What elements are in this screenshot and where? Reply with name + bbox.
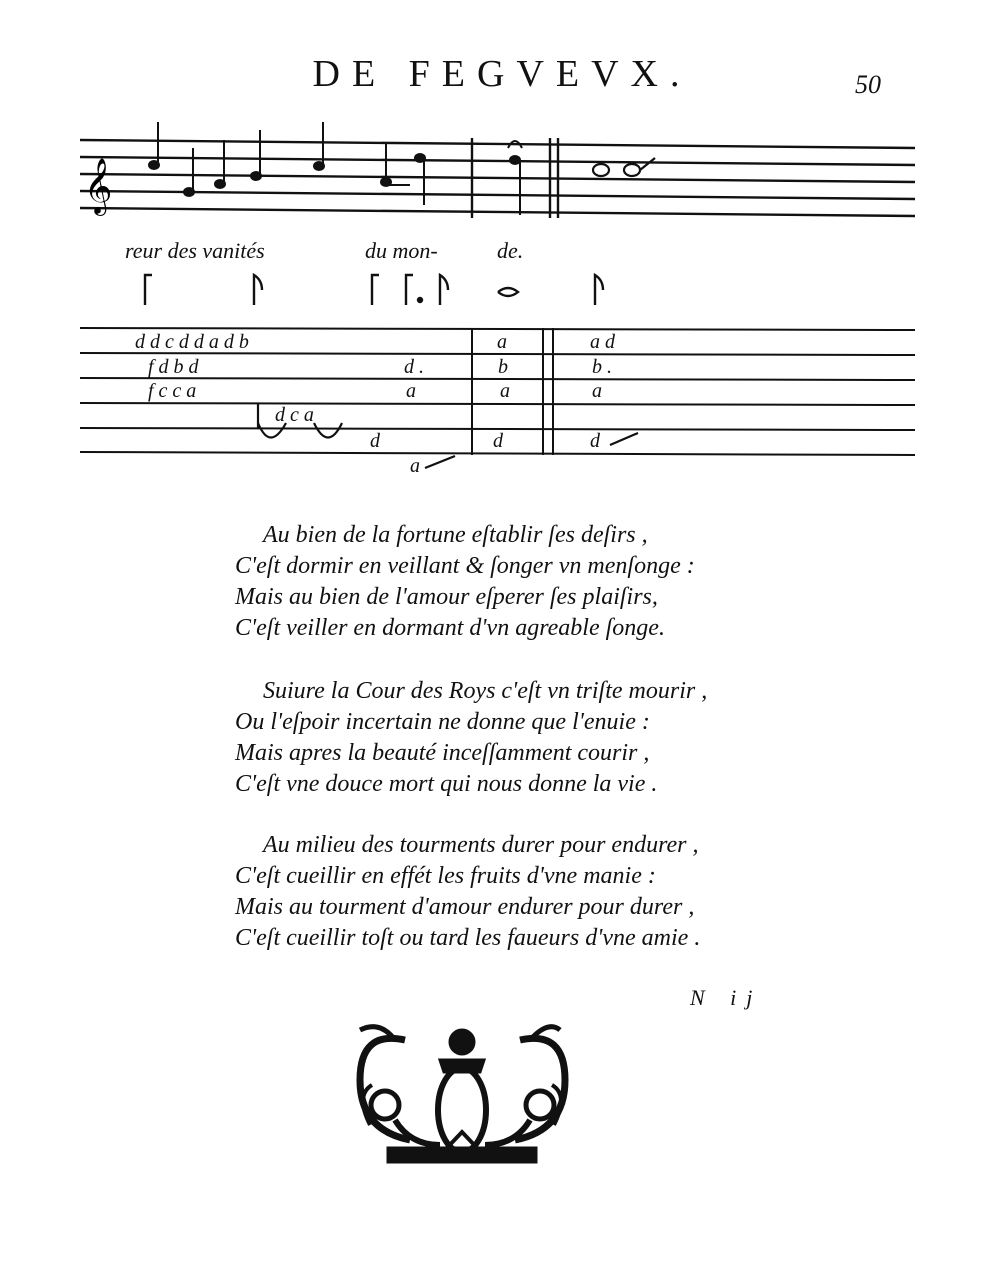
svg-text:b .: b . [592,356,612,378]
svg-text:d .: d . [404,356,424,378]
whole-note [593,164,609,176]
stanza-3 [235,830,795,954]
verse-line: C'eſt cueillir en effét les fruits d'vne manie : [235,863,656,889]
svg-text:a: a [406,380,416,402]
stanza-1 [235,520,795,644]
running-head: DE FEGVEVX. [312,53,692,95]
verse-line: C'eſt veiller en dormant d'vn agreable ſonge. [235,615,665,641]
stanza-2 [235,676,795,800]
svg-text:d c a: d c a [275,404,314,426]
verse-line: Au milieu des tourments durer pour endurer , [263,832,699,858]
svg-text:a: a [592,380,602,402]
signature-mark: N ij [690,985,763,1010]
verse-line: Mais au bien de l'amour eſperer ſes plaiſirs, [235,584,658,610]
svg-text:d: d [590,430,600,452]
svg-text:a d: a d [590,331,615,353]
rhythm-signs [145,275,603,305]
verse-line: C'eſt vne douce mort qui nous donne la vie . [235,771,658,797]
verse-line: C'eſt dormir en veillant & ſonger vn menſonge : [235,553,695,579]
svg-text:f d b d: f d b d [148,356,199,378]
svg-text:a: a [500,380,510,402]
svg-text:d: d [493,430,503,452]
svg-text:f c c a: f c c a [148,380,197,402]
verse-line: Suiure la Cour des Roys c'eſt vn triſte mourir , [263,678,708,704]
lyric-1: reur des vanités [125,238,265,263]
treble-clef-icon: 𝄞 [84,158,113,214]
svg-text:a: a [497,331,507,353]
lyric-2: du mon- [365,238,438,263]
verse-line: C'eſt cueillir toſt ou tard les faueurs d'vne amie . [235,925,701,951]
verse-line: Au bien de la fortune eſtablir ſes deſirs , [263,522,648,548]
verse-line: Ou l'eſpoir incertain ne donne que l'enuie : [235,709,650,735]
svg-text:b: b [498,356,508,378]
svg-text:d d c d d a d b: d d c d d a d b [135,331,249,353]
custos-icon [640,158,655,170]
staff-lines [80,140,915,216]
svg-text:d: d [370,430,380,452]
page-number: 50 [855,70,881,99]
svg-text:a: a [410,455,420,477]
verse-line: Mais au tourment d'amour endurer pour durer , [235,894,695,920]
verse-line: Mais apres la beauté inceſſamment courir , [235,740,650,766]
lyric-3: de. [497,238,524,263]
